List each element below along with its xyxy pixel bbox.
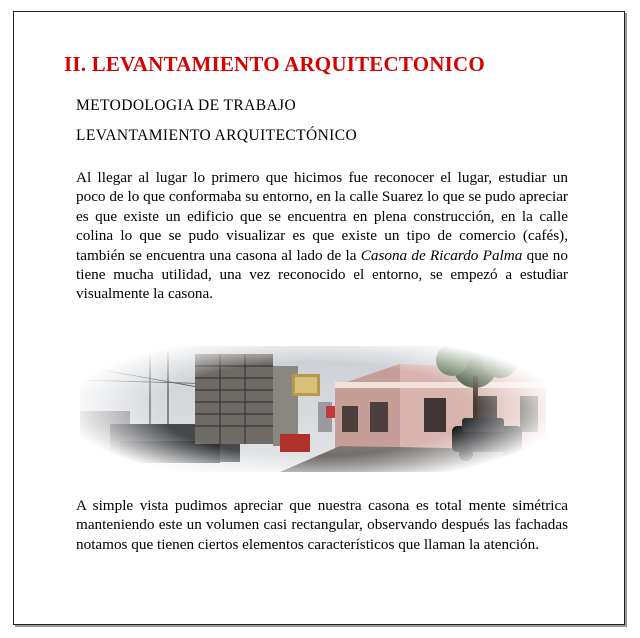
- street-panorama-photo: [80, 346, 546, 472]
- paragraph-site-visit-text-b: que no tiene mucha utilidad, una vez reconocido el entorno, se empezó a estudiar visualmente la casona.: [76, 246, 568, 303]
- paragraph-observation: A simple vista pudimos apreciar que nuestra casona es total mente simétrica manteniendo este un volumen casi rectangular, observando después las fachadas notamos que tienen ciertos elementos característicos que llaman la atención.: [76, 497, 568, 553]
- heading-methodology: METODOLOGIA DE TRABAJO: [76, 97, 297, 114]
- section-title: II. LEVANTAMIENTO ARQUITECTONICO: [64, 52, 485, 76]
- paragraph-site-visit: [76, 168, 568, 304]
- paragraph-site-visit-text-a: Al llegar al lugar lo primero que hicimos fue reconocer el lugar, estudiar un poco de lo que conformaba su entorno, en la calle Suarez lo que se pudo apreciar es que existe un edificio que se encuentra en plena construcción, en la calle colina lo que se pudo visualizar es que existe un tipo de comercio (cafés), también se encuentra una casona al lado de la: [76, 169, 568, 264]
- heading-architectural-survey: LEVANTAMIENTO ARQUITECTÓNICO: [76, 127, 358, 144]
- paragraph-site-visit-italic: Casona de Ricardo Palma: [360, 246, 523, 264]
